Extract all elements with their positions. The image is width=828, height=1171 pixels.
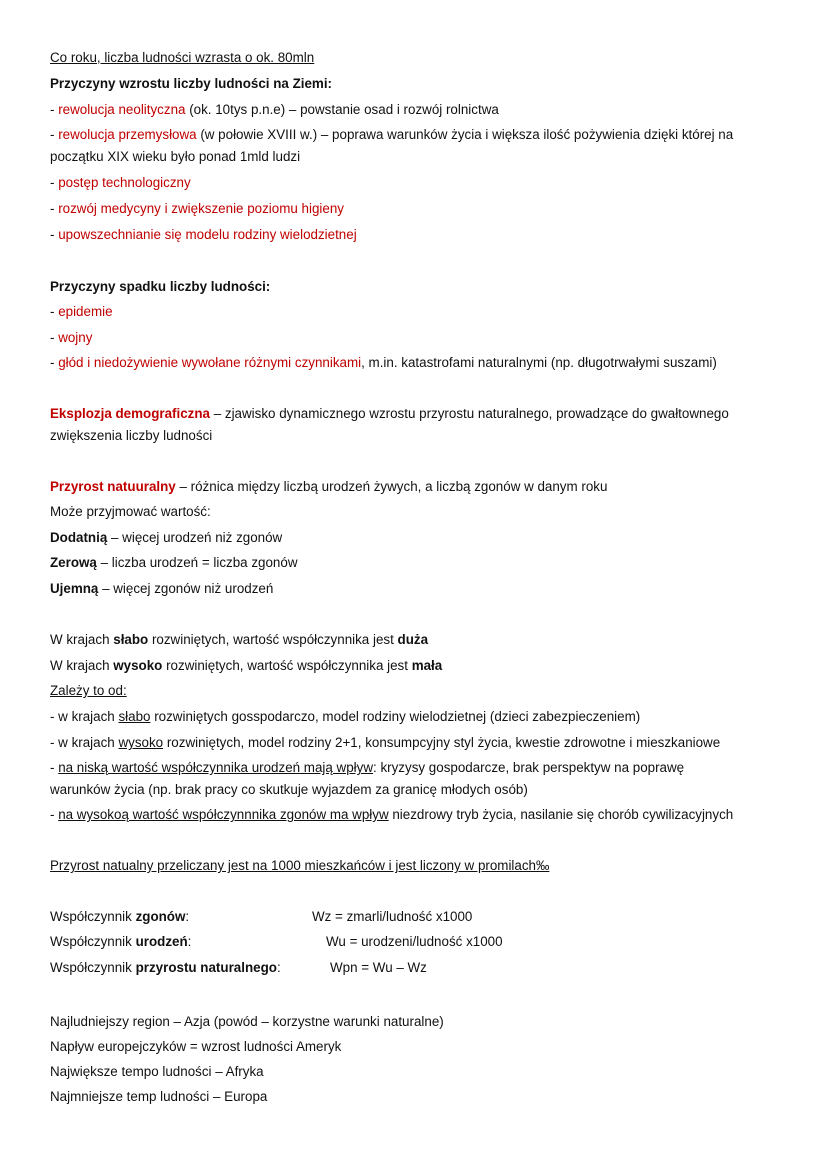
text-segment: (ok. 10tys p.n.e) – powstanie osad i rozwój rolnictwa	[185, 102, 499, 117]
text-segment: rozwiniętych gosspodarczo, model rodziny wielodzietnej (dzieci zabezpieczeniem)	[150, 709, 641, 724]
text-segment: -	[50, 227, 59, 242]
text-segment: Zależy to od:	[50, 683, 127, 698]
text-segment: warunków życia (np. brak pracy co skutkuje wyjazdem za granicę młodych osób)	[50, 782, 528, 797]
text-segment: :	[185, 909, 190, 924]
text-segment: -	[50, 175, 59, 190]
text-segment: Dodatnią	[50, 530, 108, 545]
text-line	[50, 174, 191, 192]
text-segment: rozwój medycyny i zwiększenie poziomu higieny	[58, 201, 344, 216]
text-segment: wojny	[58, 330, 93, 345]
text-segment: Najludniejszy region – Azja (powód – korzystne warunki naturalne)	[50, 1014, 444, 1029]
text-line	[50, 329, 92, 347]
text-segment: Największe tempo ludności – Afryka	[50, 1064, 264, 1079]
text-segment: na wysokoą wartość współczynnnika zgonów ma wpływ	[58, 807, 389, 822]
text-segment: Może przyjmować wartość:	[50, 504, 211, 519]
text-line	[50, 708, 640, 726]
text-segment: -	[50, 807, 59, 822]
text-segment: -	[50, 201, 59, 216]
text-segment: upowszechnianie się modelu rodziny wielodzietnej	[58, 227, 357, 242]
text-segment: – więcej zgonów niż urodzeń	[98, 581, 274, 596]
text-line	[50, 908, 473, 926]
text-line	[50, 226, 357, 244]
text-segment: rewolucja neolityczna	[58, 102, 186, 117]
text-line	[50, 278, 270, 296]
text-line	[50, 354, 717, 372]
text-line	[50, 75, 332, 93]
text-line	[50, 580, 273, 598]
text-line	[50, 503, 211, 521]
text-segment: Co roku, liczba ludności wzrasta o ok. 80mln	[50, 50, 315, 65]
text-segment: – więcej urodzeń niż zgonów	[107, 530, 283, 545]
text-line	[50, 1063, 264, 1081]
text-line	[50, 148, 300, 166]
text-segment: Najmniejsze temp ludności – Europa	[50, 1089, 268, 1104]
formula: Wpn = Wu – Wz	[330, 960, 427, 975]
text-line	[50, 959, 427, 977]
text-segment: , m.in. katastrofami naturalnymi (np. długotrwałymi suszami)	[361, 355, 717, 370]
text-line	[50, 529, 282, 547]
text-segment: :	[276, 960, 281, 975]
text-segment: – liczba urodzeń = liczba zgonów	[96, 555, 298, 570]
text-segment: słabo	[113, 632, 149, 647]
text-segment: -	[50, 127, 59, 142]
text-segment: duża	[397, 632, 429, 647]
text-segment: rewolucja przemysłowa	[58, 127, 197, 142]
text-segment: W krajach	[50, 632, 114, 647]
text-segment: (w połowie XVIII w.) – poprawa warunków życia i większa ilość pożywienia dzięki której na	[196, 127, 734, 142]
text-segment: Współczynnik	[50, 934, 136, 949]
text-line	[50, 126, 733, 144]
text-segment: -	[50, 304, 59, 319]
text-segment: zwiększenia liczby ludności	[50, 428, 213, 443]
text-line	[50, 554, 298, 572]
text-segment: -	[50, 760, 59, 775]
text-line	[50, 427, 212, 445]
text-segment: rozwiniętych, wartość współczynnika jest	[162, 658, 412, 673]
text-line	[50, 303, 113, 321]
text-line	[50, 1013, 444, 1031]
text-segment: W krajach	[50, 658, 114, 673]
text-segment: Przyczyny wzrostu liczby ludności na Ziemi:	[50, 76, 333, 91]
text-segment: postęp technologiczny	[58, 175, 191, 190]
text-segment: Przyrost natuuralny	[50, 479, 176, 494]
text-segment: mała	[411, 658, 443, 673]
text-line	[50, 405, 729, 423]
text-segment: : kryzysy gospodarcze, brak perspektyw na poprawę	[373, 760, 685, 775]
text-line	[50, 759, 684, 777]
text-segment: przyrostu naturalnego	[135, 960, 277, 975]
text-segment: zgonów	[135, 909, 186, 924]
text-line	[50, 806, 733, 824]
text-segment: początku XIX wieku było ponad 1mld ludzi	[50, 149, 301, 164]
text-line	[50, 49, 314, 67]
text-line	[50, 478, 607, 496]
text-segment: Przyczyny spadku liczby ludności:	[50, 279, 271, 294]
text-line	[50, 1038, 341, 1056]
text-segment: Przyrost natualny przeliczany jest na 1000 mieszkańców i jest liczony w promilach‰	[50, 858, 550, 873]
text-segment: rozwiniętych, model rodziny 2+1, konsumpcyjny styl życia, kwestie zdrowotne i mieszkaniowe	[163, 735, 721, 750]
text-segment: – zjawisko dynamicznego wzrostu przyrostu naturalnego, prowadzące do gwałtownego	[210, 406, 729, 421]
text-segment: epidemie	[58, 304, 113, 319]
text-line	[50, 200, 344, 218]
text-line	[50, 781, 528, 799]
text-segment: wysoko	[118, 735, 164, 750]
text-segment: Współczynnik	[50, 909, 136, 924]
text-segment: - w krajach	[50, 735, 119, 750]
text-segment: urodzeń	[135, 934, 188, 949]
text-segment: głód i niedożywienie wywołane różnymi czynnikami	[58, 355, 362, 370]
text-segment: – różnica między liczbą urodzeń żywych, a liczbą zgonów w danym roku	[175, 479, 608, 494]
text-segment: niezdrowy tryb życia, nasilanie się chorób cywilizacyjnych	[388, 807, 734, 822]
text-line	[50, 631, 428, 649]
text-segment: Napływ europejczyków = wzrost ludności Ameryk	[50, 1039, 342, 1054]
text-segment: Współczynnik	[50, 960, 136, 975]
text-segment: - w krajach	[50, 709, 119, 724]
text-segment: słabo	[118, 709, 151, 724]
text-segment: wysoko	[113, 658, 163, 673]
formula: Wu = urodzeni/ludność x1000	[326, 934, 503, 949]
text-line	[50, 857, 549, 875]
text-segment: Zerową	[50, 555, 97, 570]
text-line	[50, 657, 442, 675]
text-line	[50, 682, 127, 700]
text-segment: rozwiniętych, wartość współczynnika jest	[148, 632, 398, 647]
text-segment: :	[187, 934, 192, 949]
text-segment: Eksplozja demograficzna	[50, 406, 210, 421]
text-line	[50, 734, 720, 752]
text-segment: -	[50, 355, 59, 370]
text-segment: na niską wartość współczynnika urodzeń mają wpływ	[58, 760, 374, 775]
text-line	[50, 933, 503, 951]
text-line	[50, 1088, 267, 1106]
text-segment: -	[50, 102, 59, 117]
text-segment: -	[50, 330, 59, 345]
text-line	[50, 101, 499, 119]
formula: Wz = zmarli/ludność x1000	[312, 909, 473, 924]
text-segment: Ujemną	[50, 581, 99, 596]
